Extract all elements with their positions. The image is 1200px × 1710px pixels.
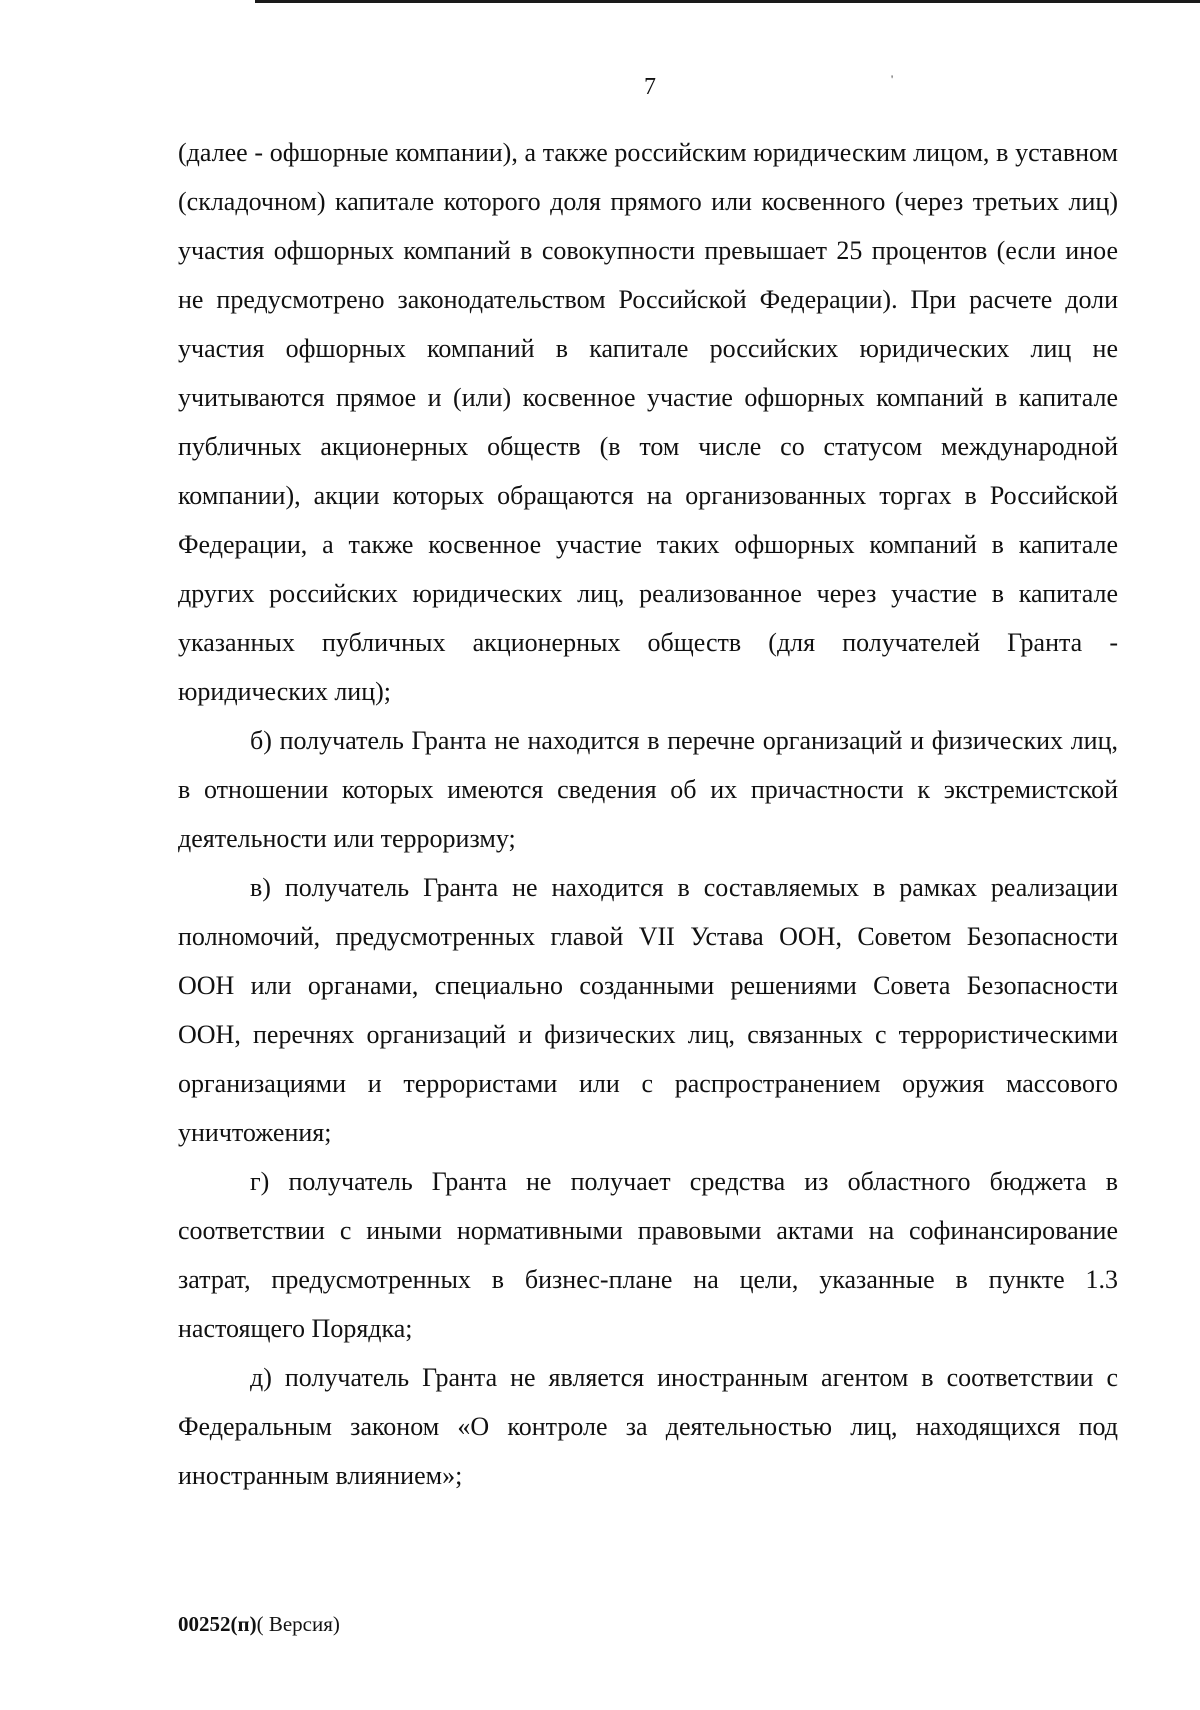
document-code: 00252(п) [178, 1612, 257, 1636]
document-body [178, 128, 1118, 1500]
paragraph-item-v: в) получатель Гранта не находится в составляемых в рамках реализации полномочий, предусмотренных главой VII Устава ООН, Советом Безопасности ООН или органами, специально созданными решениями Совета Безопасности ООН, перечнях организаций и физических лиц, связанных с террористическими организациями и террористами или с распространением оружия массового уничтожения; [178, 873, 1118, 1147]
document-version: ( Версия) [256, 1612, 340, 1636]
page-number: 7 [644, 74, 656, 100]
stray-mark: ' [891, 72, 894, 86]
paragraph-item-d: д) получатель Гранта не является иностранным агентом в соответствии с Федеральным законом «О контроле за деятельностью лиц, находящихся под иностранным влиянием»; [178, 1363, 1118, 1490]
top-border-line [255, 0, 1200, 3]
paragraph-item-b: б) получатель Гранта не находится в перечне организаций и физических лиц, в отношении которых имеются сведения об их причастности к экстремистской деятельности или терроризму; [178, 726, 1118, 853]
document-footer [178, 1612, 340, 1637]
paragraph-continuation: (далее - офшорные компании), а также российским юридическим лицом, в уставном (складочном) капитале которого доля прямого или косвенного (через третьих лиц) участия офшорных компаний в совокупности превышает 25 процентов (если иное не предусмотрено законодательством Российской Федерации). При расчете доли участия офшорных компаний в капитале российских юридических лиц не учитываются прямое и (или) косвенное участие офшорных компаний в капитале публичных акционерных обществ (в том числе со статусом международной компании), акции которых обращаются на организованных торгах в Российской Федерации, а также косвенное участие таких офшорных компаний в капитале других российских юридических лиц, реализованное через участие в капитале указанных публичных акционерных обществ (для получателей Гранта - юридических лиц); [178, 138, 1118, 706]
paragraph-item-g: г) получатель Гранта не получает средства из областного бюджета в соответствии с иными нормативными правовыми актами на софинансирование затрат, предусмотренных в бизнес-плане на цели, указанные в пункте 1.3 настоящего Порядка; [178, 1167, 1118, 1343]
